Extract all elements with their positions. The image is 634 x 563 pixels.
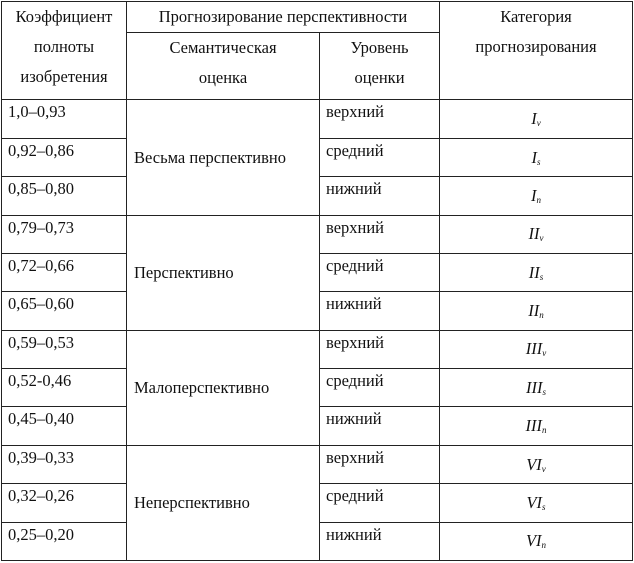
assessment-level-cell: верхний xyxy=(320,445,440,483)
header-coefficient-line: Коэффициент xyxy=(15,7,113,26)
category-subscript: s xyxy=(542,501,546,512)
category-numeral: III xyxy=(526,377,543,397)
coefficient-range-cell: 0,39–0,33 xyxy=(2,445,127,483)
category-numeral: I xyxy=(531,109,537,129)
category-numeral: I xyxy=(531,147,537,167)
forecast-category-cell xyxy=(440,369,633,407)
table-row xyxy=(2,330,633,368)
category-numeral: VI xyxy=(526,492,543,512)
header-coefficient xyxy=(2,2,127,100)
header-category xyxy=(440,2,633,100)
assessment-level-cell: средний xyxy=(320,369,440,407)
assessment-level-cell: нижний xyxy=(320,292,440,330)
header-semantic-line: оценка xyxy=(198,68,248,88)
forecast-category-cell xyxy=(440,292,633,330)
table-row xyxy=(2,215,633,253)
forecast-category-cell xyxy=(440,484,633,522)
table-row xyxy=(2,445,633,483)
category-subscript: v xyxy=(536,118,541,129)
category-numeral: III xyxy=(525,339,543,359)
category-numeral: II xyxy=(528,301,540,321)
assessment-level-cell: верхний xyxy=(320,330,440,368)
assessment-level-cell: нижний xyxy=(320,407,440,445)
header-category-line: Категория xyxy=(500,7,572,26)
category-subscript: n xyxy=(536,194,542,205)
category-subscript: s xyxy=(537,156,541,167)
category-subscript: n xyxy=(541,540,547,551)
category-subscript: n xyxy=(542,425,547,436)
header-coefficient-line: полноты xyxy=(33,37,95,56)
header-level-line: Уровень xyxy=(350,38,409,58)
header-forecast: Прогнозирование перспективности xyxy=(127,2,440,33)
forecast-category-cell xyxy=(440,215,633,253)
semantic-assessment-cell: Малоперспективно xyxy=(127,330,320,445)
header-level xyxy=(320,33,440,100)
coefficient-range-cell: 0,52-0,46 xyxy=(2,369,127,407)
category-subscript: v xyxy=(539,233,544,244)
assessment-level-cell: верхний xyxy=(320,215,440,253)
coefficient-range-cell: 0,65–0,60 xyxy=(2,292,127,330)
category-subscript: n xyxy=(539,310,544,321)
table-row xyxy=(2,100,633,138)
coefficient-range-cell: 0,72–0,66 xyxy=(2,253,127,291)
header-level-line: оценки xyxy=(354,68,405,88)
category-numeral: II xyxy=(528,262,540,282)
coefficient-range-cell: 0,85–0,80 xyxy=(2,177,127,215)
category-subscript: v xyxy=(542,348,547,359)
coefficient-range-cell: 0,92–0,86 xyxy=(2,138,127,176)
header-coefficient-line: изобретения xyxy=(20,67,108,86)
semantic-assessment-cell: Весьма перспективно xyxy=(127,100,320,215)
coefficient-range-cell: 0,79–0,73 xyxy=(2,215,127,253)
category-numeral: III xyxy=(525,416,542,436)
semantic-assessment-cell: Перспективно xyxy=(127,215,320,330)
assessment-level-cell: нижний xyxy=(320,177,440,215)
category-numeral: II xyxy=(528,224,540,244)
coefficient-range-cell: 0,59–0,53 xyxy=(2,330,127,368)
classification-table xyxy=(1,1,633,561)
forecast-category-cell xyxy=(440,138,633,176)
category-subscript: s xyxy=(542,386,547,397)
forecast-category-cell xyxy=(440,407,633,445)
header-semantic xyxy=(127,33,320,100)
category-subscript: v xyxy=(541,463,546,474)
forecast-category-cell xyxy=(440,177,633,215)
assessment-level-cell: верхний xyxy=(320,100,440,138)
forecast-category-cell xyxy=(440,522,633,560)
header-category-line: прогнозирования xyxy=(475,37,597,56)
semantic-assessment-cell: Неперспективно xyxy=(127,445,320,560)
forecast-category-cell xyxy=(440,100,633,138)
coefficient-range-cell: 0,45–0,40 xyxy=(2,407,127,445)
category-numeral: I xyxy=(531,185,537,205)
forecast-category-cell xyxy=(440,445,633,483)
coefficient-range-cell: 0,32–0,26 xyxy=(2,484,127,522)
coefficient-range-cell: 0,25–0,20 xyxy=(2,522,127,560)
assessment-level-cell: средний xyxy=(320,484,440,522)
coefficient-range-cell: 1,0–0,93 xyxy=(2,100,127,138)
header-semantic-line: Семантическая xyxy=(169,38,277,58)
forecast-category-cell xyxy=(440,330,633,368)
assessment-level-cell: средний xyxy=(320,138,440,176)
category-numeral: VI xyxy=(525,531,542,551)
assessment-level-cell: нижний xyxy=(320,522,440,560)
category-subscript: s xyxy=(539,271,544,282)
forecast-category-cell xyxy=(440,253,633,291)
assessment-level-cell: средний xyxy=(320,253,440,291)
category-numeral: VI xyxy=(526,454,542,474)
